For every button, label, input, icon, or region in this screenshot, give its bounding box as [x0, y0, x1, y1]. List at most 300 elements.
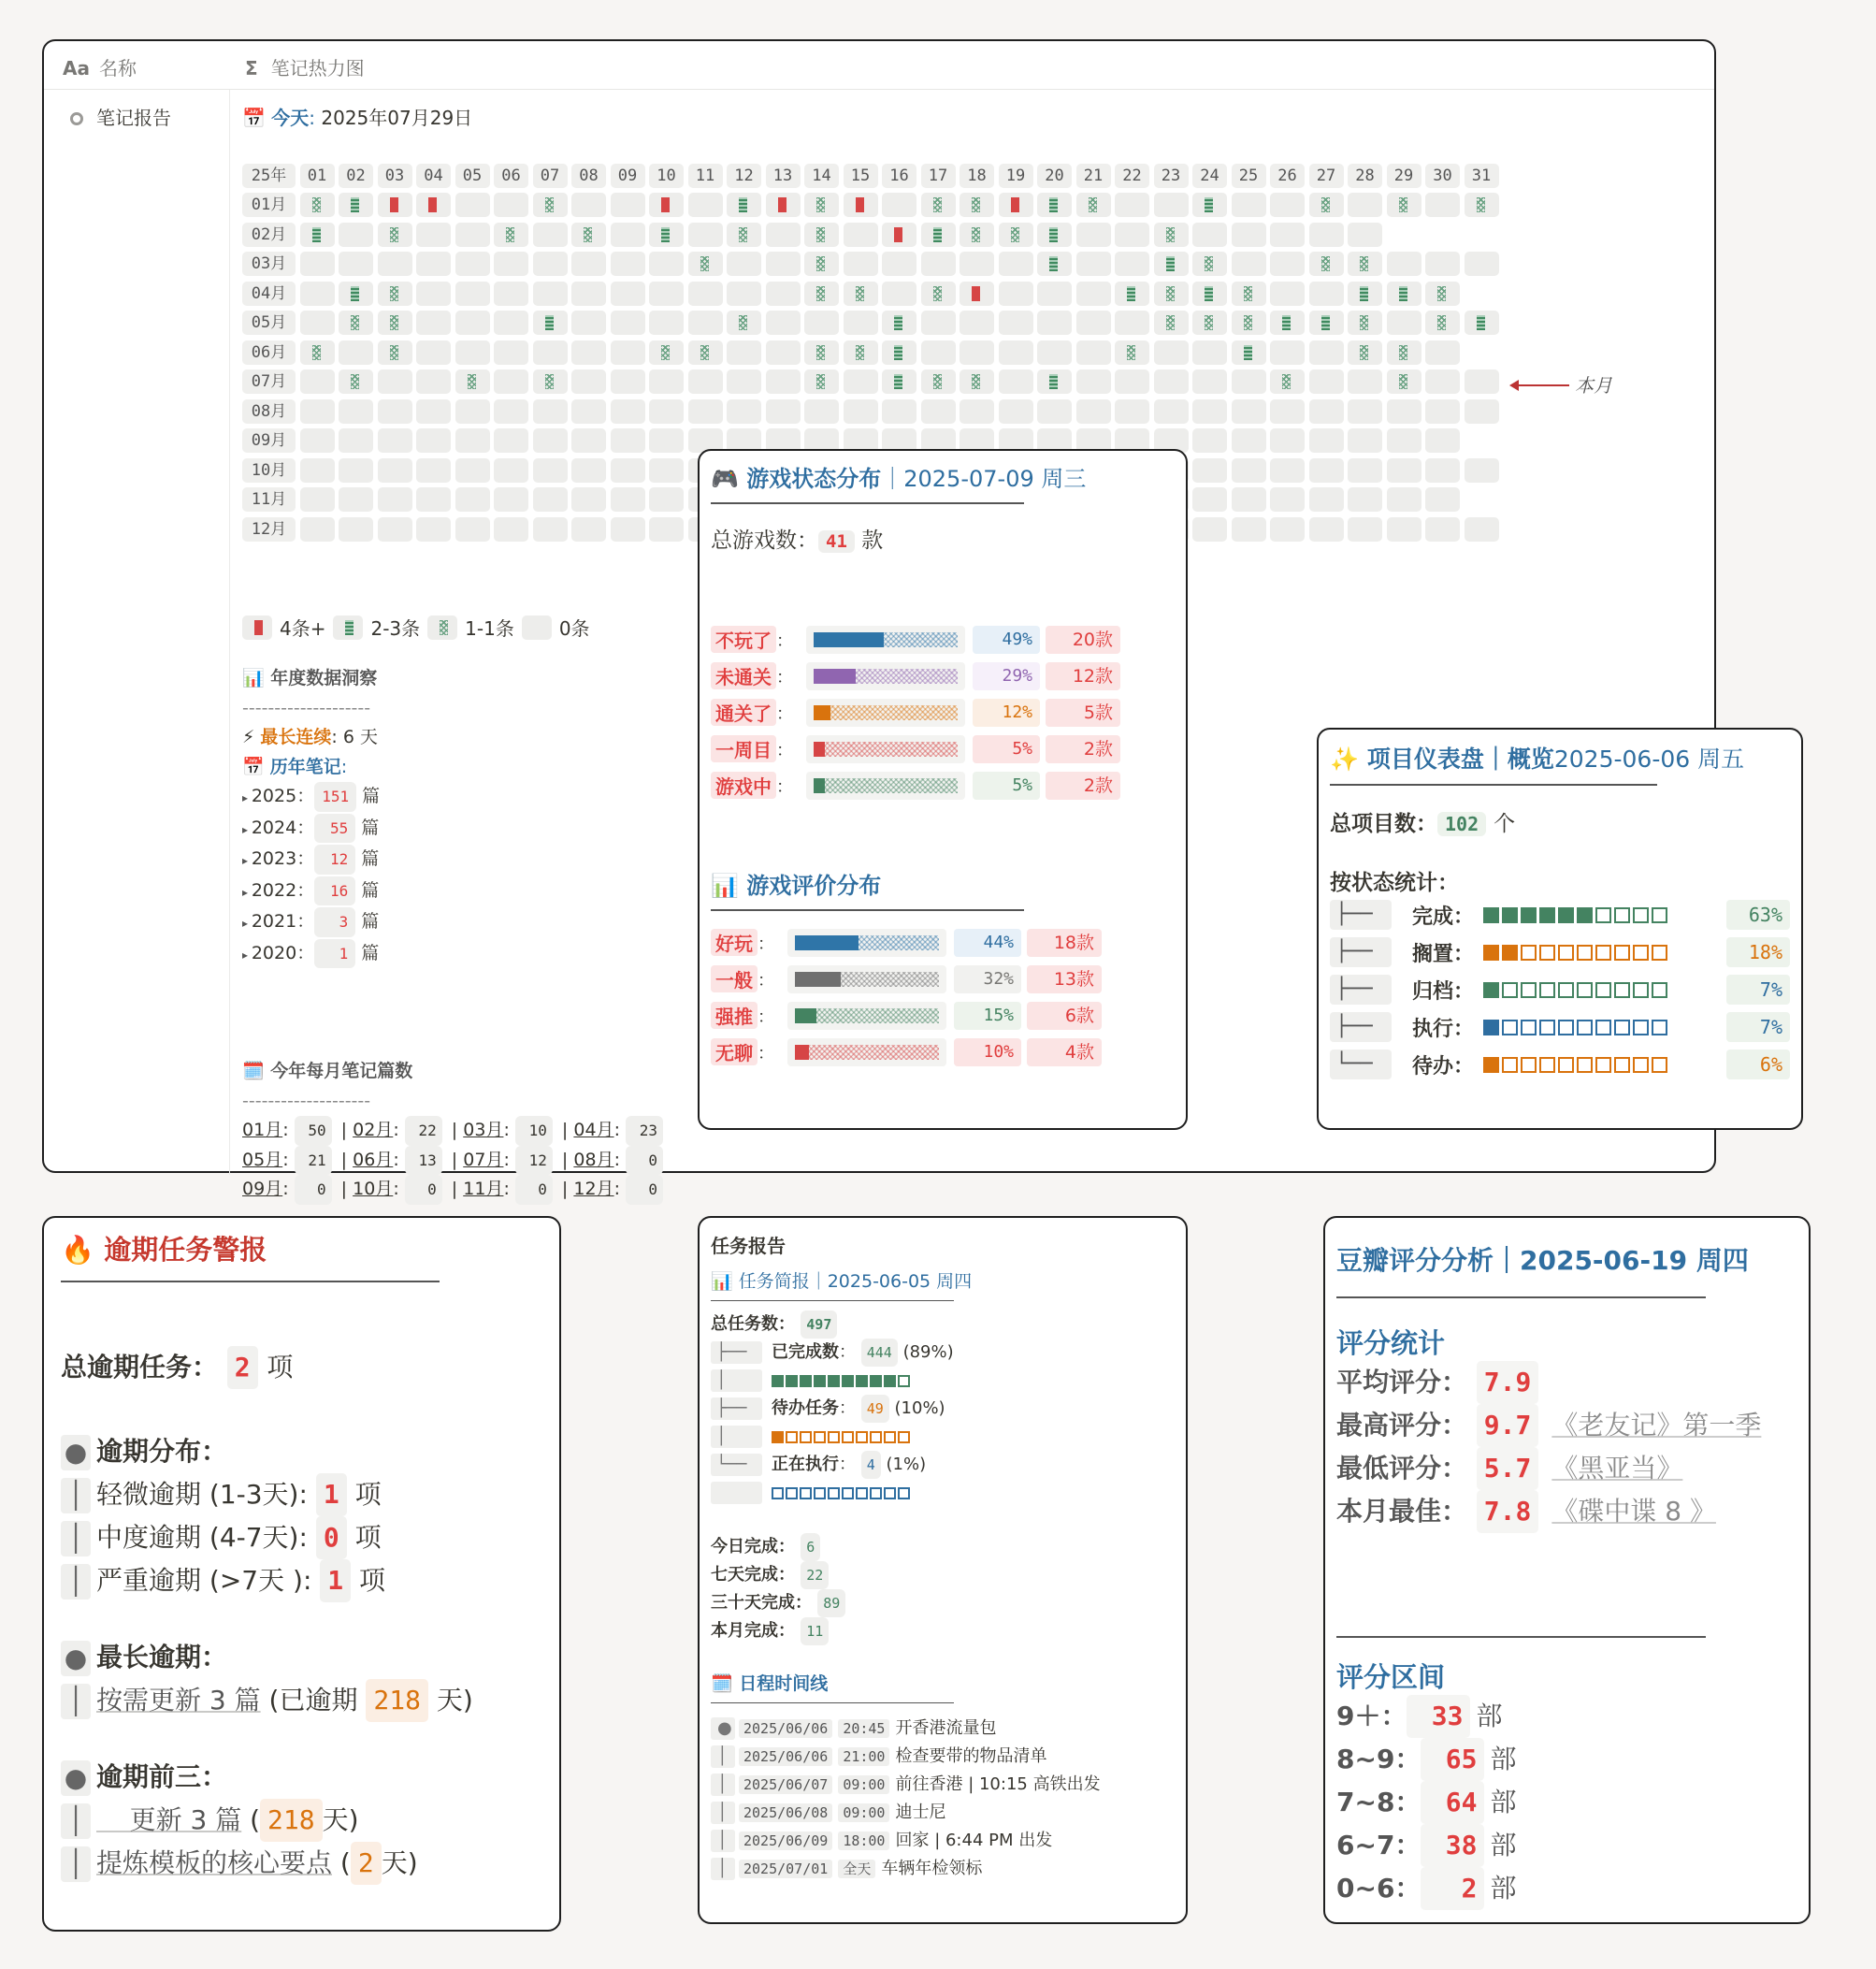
heatmap-cell[interactable] [378, 193, 412, 217]
heatmap-cell[interactable] [1076, 223, 1111, 247]
heatmap-cell[interactable] [649, 517, 684, 542]
heatmap-cell[interactable] [1270, 340, 1305, 365]
heatmap-cell[interactable] [494, 399, 528, 424]
heatmap-cell[interactable] [1192, 282, 1227, 306]
heatmap-cell[interactable] [339, 252, 373, 276]
heatmap-cell[interactable] [533, 282, 568, 306]
heatmap-cell[interactable] [1348, 458, 1382, 483]
heatmap-cell[interactable] [921, 311, 956, 335]
heatmap-cell[interactable] [378, 517, 412, 542]
heatmap-cell[interactable] [1425, 428, 1460, 453]
heatmap-cell[interactable] [1037, 223, 1072, 247]
heatmap-cell[interactable] [688, 369, 723, 394]
heatmap-cell[interactable] [804, 340, 839, 365]
month-link[interactable]: 01月 [242, 1120, 283, 1140]
heatmap-cell[interactable] [1115, 282, 1149, 306]
heatmap-cell[interactable] [766, 282, 801, 306]
heatmap-cell[interactable] [1425, 282, 1460, 306]
heatmap-cell[interactable] [611, 399, 645, 424]
heatmap-cell[interactable] [1232, 193, 1266, 217]
heatmap-cell[interactable] [1192, 311, 1227, 335]
heatmap-cell[interactable] [571, 282, 606, 306]
row-title[interactable] [70, 103, 171, 130]
heatmap-cell[interactable] [533, 311, 568, 335]
heatmap-cell[interactable] [921, 399, 956, 424]
heatmap-cell[interactable] [804, 311, 839, 335]
schedule-item[interactable] [711, 1799, 1175, 1827]
heatmap-cell[interactable] [378, 428, 412, 453]
heatmap-cell[interactable] [1154, 252, 1189, 276]
heatmap-cell[interactable] [1232, 282, 1266, 306]
heatmap-cell[interactable] [339, 487, 373, 512]
movie-link[interactable]: 《碟中谍 8 》 [1551, 1496, 1716, 1527]
heatmap-cell[interactable] [1192, 223, 1227, 247]
heatmap-cell[interactable] [804, 252, 839, 276]
heatmap-cell[interactable] [1192, 252, 1227, 276]
heatmap-cell[interactable] [649, 340, 684, 365]
heatmap-cell[interactable] [1309, 458, 1344, 483]
heatmap-cell[interactable] [1192, 517, 1227, 542]
heatmap-cell[interactable] [1076, 340, 1111, 365]
month-link[interactable]: 02月 [353, 1120, 394, 1140]
heatmap-cell[interactable] [882, 340, 916, 365]
heatmap-cell[interactable] [649, 487, 684, 512]
heatmap-cell[interactable] [999, 252, 1033, 276]
heatmap-cell[interactable] [766, 252, 801, 276]
heatmap-cell[interactable] [844, 340, 878, 365]
heatmap-cell[interactable] [1076, 252, 1111, 276]
heatmap-cell[interactable] [727, 252, 761, 276]
schedule-item[interactable] [711, 1827, 1175, 1855]
heatmap-cell[interactable] [688, 311, 723, 335]
heatmap-cell[interactable] [1037, 369, 1072, 394]
heatmap-cell[interactable] [1425, 252, 1460, 276]
name-column-header[interactable] [63, 53, 137, 80]
heatmap-cell[interactable] [1232, 223, 1266, 247]
heatmap-cell[interactable] [921, 193, 956, 217]
heatmap-cell[interactable] [1309, 193, 1344, 217]
heatmap-cell[interactable] [1192, 458, 1227, 483]
heatmap-cell[interactable] [1192, 369, 1227, 394]
heatmap-cell[interactable] [1270, 193, 1305, 217]
heatmap-cell[interactable] [494, 193, 528, 217]
heatmap-cell[interactable] [766, 340, 801, 365]
heatmap-cell[interactable] [1309, 399, 1344, 424]
heatmap-cell[interactable] [1425, 399, 1460, 424]
heatmap-cell[interactable] [300, 517, 335, 542]
heatmap-cell[interactable] [416, 517, 451, 542]
heatmap-cell[interactable] [1387, 399, 1421, 424]
heatmap-cell[interactable] [1387, 517, 1421, 542]
heatmap-cell[interactable] [1154, 340, 1189, 365]
heatmap-cell[interactable] [1348, 517, 1382, 542]
heatmap-cell[interactable] [611, 311, 645, 335]
heatmap-cell[interactable] [1232, 458, 1266, 483]
heatmap-cell[interactable] [339, 311, 373, 335]
heatmap-cell[interactable] [1309, 428, 1344, 453]
heatmap-cell[interactable] [649, 193, 684, 217]
heatmap-cell[interactable] [455, 458, 490, 483]
heatmap-cell[interactable] [1270, 458, 1305, 483]
heatmap-cell[interactable] [1270, 487, 1305, 512]
heatmap-cell[interactable] [416, 369, 451, 394]
heatmap-cell[interactable] [571, 458, 606, 483]
heatmap-cell[interactable] [882, 399, 916, 424]
heatmap-cell[interactable] [339, 399, 373, 424]
heatmap-cell[interactable] [1270, 311, 1305, 335]
heatmap-cell[interactable] [533, 428, 568, 453]
heatmap-cell[interactable] [844, 311, 878, 335]
heatmap-column-header[interactable] [245, 53, 365, 80]
heatmap-cell[interactable] [1115, 311, 1149, 335]
heatmap-cell[interactable] [1037, 193, 1072, 217]
heatmap-cell[interactable] [1115, 369, 1149, 394]
heatmap-cell[interactable] [494, 340, 528, 365]
heatmap-cell[interactable] [416, 311, 451, 335]
heatmap-cell[interactable] [533, 517, 568, 542]
heatmap-cell[interactable] [649, 252, 684, 276]
month-link[interactable]: 10月 [353, 1179, 394, 1199]
heatmap-cell[interactable] [1270, 282, 1305, 306]
heatmap-cell[interactable] [804, 282, 839, 306]
heatmap-cell[interactable] [960, 193, 994, 217]
heatmap-cell[interactable] [494, 223, 528, 247]
heatmap-cell[interactable] [1348, 311, 1382, 335]
heatmap-cell[interactable] [416, 487, 451, 512]
month-link[interactable]: 12月 [573, 1179, 614, 1199]
month-link[interactable]: 04月 [573, 1120, 614, 1140]
heatmap-cell[interactable] [1076, 282, 1111, 306]
heatmap-cell[interactable] [727, 193, 761, 217]
heatmap-cell[interactable] [300, 223, 335, 247]
task-link[interactable]: 更新 3 篇 [96, 1804, 242, 1835]
heatmap-cell[interactable] [1348, 369, 1382, 394]
heatmap-cell[interactable] [649, 428, 684, 453]
heatmap-cell[interactable] [416, 282, 451, 306]
heatmap-cell[interactable] [1192, 193, 1227, 217]
heatmap-cell[interactable] [533, 369, 568, 394]
heatmap-cell[interactable] [688, 282, 723, 306]
heatmap-cell[interactable] [1270, 252, 1305, 276]
heatmap-cell[interactable] [455, 517, 490, 542]
heatmap-cell[interactable] [1115, 252, 1149, 276]
heatmap-cell[interactable] [300, 340, 335, 365]
heatmap-cell[interactable] [766, 399, 801, 424]
heatmap-cell[interactable] [960, 340, 994, 365]
heatmap-cell[interactable] [611, 282, 645, 306]
month-link[interactable]: 11月 [463, 1179, 504, 1199]
heatmap-cell[interactable] [455, 428, 490, 453]
heatmap-cell[interactable] [649, 223, 684, 247]
month-link[interactable]: 08月 [573, 1149, 614, 1170]
heatmap-cell[interactable] [378, 311, 412, 335]
heatmap-cell[interactable] [1309, 311, 1344, 335]
heatmap-cell[interactable] [882, 282, 916, 306]
heatmap-cell[interactable] [1232, 517, 1266, 542]
heatmap-cell[interactable] [1076, 369, 1111, 394]
heatmap-cell[interactable] [533, 193, 568, 217]
heatmap-cell[interactable] [1192, 428, 1227, 453]
heatmap-cell[interactable] [339, 223, 373, 247]
heatmap-cell[interactable] [649, 399, 684, 424]
heatmap-cell[interactable] [1154, 193, 1189, 217]
heatmap-cell[interactable] [1037, 282, 1072, 306]
heatmap-cell[interactable] [688, 399, 723, 424]
heatmap-cell[interactable] [1309, 369, 1344, 394]
heatmap-cell[interactable] [1232, 311, 1266, 335]
heatmap-cell[interactable] [1425, 311, 1460, 335]
heatmap-cell[interactable] [378, 340, 412, 365]
heatmap-cell[interactable] [1465, 399, 1499, 424]
heatmap-cell[interactable] [1387, 252, 1421, 276]
heatmap-cell[interactable] [378, 369, 412, 394]
heatmap-cell[interactable] [339, 458, 373, 483]
heatmap-cell[interactable] [339, 193, 373, 217]
heatmap-cell[interactable] [960, 311, 994, 335]
heatmap-cell[interactable] [999, 193, 1033, 217]
heatmap-cell[interactable] [1037, 252, 1072, 276]
heatmap-cell[interactable] [1037, 399, 1072, 424]
schedule-item[interactable] [711, 1771, 1175, 1799]
heatmap-cell[interactable] [999, 311, 1033, 335]
heatmap-cell[interactable] [960, 223, 994, 247]
month-link[interactable]: 06月 [353, 1149, 394, 1170]
heatmap-cell[interactable] [727, 223, 761, 247]
heatmap-cell[interactable] [494, 311, 528, 335]
heatmap-cell[interactable] [339, 369, 373, 394]
heatmap-cell[interactable] [571, 340, 606, 365]
heatmap-cell[interactable] [571, 369, 606, 394]
heatmap-cell[interactable] [1037, 340, 1072, 365]
heatmap-cell[interactable] [1348, 399, 1382, 424]
heatmap-cell[interactable] [688, 340, 723, 365]
heatmap-cell[interactable] [494, 487, 528, 512]
heatmap-cell[interactable] [1232, 428, 1266, 453]
heatmap-cell[interactable] [1425, 487, 1460, 512]
heatmap-cell[interactable] [960, 252, 994, 276]
heatmap-cell[interactable] [416, 193, 451, 217]
heatmap-cell[interactable] [533, 458, 568, 483]
heatmap-cell[interactable] [1348, 252, 1382, 276]
heatmap-cell[interactable] [1465, 252, 1499, 276]
heatmap-cell[interactable] [533, 252, 568, 276]
heatmap-cell[interactable] [300, 193, 335, 217]
heatmap-cell[interactable] [804, 223, 839, 247]
heatmap-cell[interactable] [1309, 487, 1344, 512]
heatmap-cell[interactable] [999, 282, 1033, 306]
heatmap-cell[interactable] [571, 193, 606, 217]
heatmap-cell[interactable] [727, 282, 761, 306]
heatmap-cell[interactable] [1465, 193, 1499, 217]
month-link[interactable]: 09月 [242, 1179, 283, 1199]
heatmap-cell[interactable] [611, 223, 645, 247]
heatmap-cell[interactable] [533, 399, 568, 424]
heatmap-cell[interactable] [766, 223, 801, 247]
heatmap-cell[interactable] [1076, 311, 1111, 335]
heatmap-cell[interactable] [727, 340, 761, 365]
heatmap-cell[interactable] [999, 340, 1033, 365]
heatmap-cell[interactable] [1465, 369, 1499, 394]
heatmap-cell[interactable] [804, 369, 839, 394]
heatmap-cell[interactable] [1270, 223, 1305, 247]
heatmap-cell[interactable] [416, 399, 451, 424]
heatmap-cell[interactable] [455, 487, 490, 512]
heatmap-cell[interactable] [533, 340, 568, 365]
heatmap-cell[interactable] [455, 223, 490, 247]
heatmap-cell[interactable] [378, 223, 412, 247]
heatmap-cell[interactable] [1309, 517, 1344, 542]
heatmap-cell[interactable] [416, 252, 451, 276]
heatmap-cell[interactable] [455, 193, 490, 217]
heatmap-cell[interactable] [882, 311, 916, 335]
heatmap-cell[interactable] [455, 340, 490, 365]
heatmap-cell[interactable] [804, 193, 839, 217]
heatmap-cell[interactable] [960, 282, 994, 306]
heatmap-cell[interactable] [533, 487, 568, 512]
heatmap-cell[interactable] [1309, 223, 1344, 247]
heatmap-cell[interactable] [766, 369, 801, 394]
longest-task-link[interactable]: 按需更新 3 篇 [96, 1685, 261, 1716]
heatmap-cell[interactable] [455, 369, 490, 394]
schedule-item[interactable] [711, 1743, 1175, 1771]
heatmap-cell[interactable] [1387, 458, 1421, 483]
heatmap-cell[interactable] [1425, 458, 1460, 483]
heatmap-cell[interactable] [1387, 487, 1421, 512]
heatmap-cell[interactable] [882, 193, 916, 217]
heatmap-cell[interactable] [339, 282, 373, 306]
heatmap-cell[interactable] [882, 223, 916, 247]
heatmap-cell[interactable] [378, 458, 412, 483]
heatmap-cell[interactable] [611, 193, 645, 217]
heatmap-cell[interactable] [1425, 517, 1460, 542]
heatmap-cell[interactable] [300, 428, 335, 453]
heatmap-cell[interactable] [766, 311, 801, 335]
heatmap-cell[interactable] [494, 282, 528, 306]
heatmap-cell[interactable] [494, 428, 528, 453]
heatmap-cell[interactable] [611, 487, 645, 512]
heatmap-cell[interactable] [1387, 340, 1421, 365]
heatmap-cell[interactable] [844, 399, 878, 424]
heatmap-cell[interactable] [1232, 252, 1266, 276]
heatmap-cell[interactable] [1348, 487, 1382, 512]
heatmap-cell[interactable] [1192, 340, 1227, 365]
heatmap-cell[interactable] [1270, 369, 1305, 394]
heatmap-cell[interactable] [1232, 340, 1266, 365]
heatmap-cell[interactable] [1425, 369, 1460, 394]
heatmap-cell[interactable] [1076, 399, 1111, 424]
heatmap-cell[interactable] [1348, 223, 1382, 247]
heatmap-cell[interactable] [1232, 399, 1266, 424]
heatmap-cell[interactable] [727, 311, 761, 335]
heatmap-cell[interactable] [611, 428, 645, 453]
heatmap-cell[interactable] [1387, 428, 1421, 453]
heatmap-cell[interactable] [1115, 340, 1149, 365]
heatmap-cell[interactable] [1232, 369, 1266, 394]
schedule-item[interactable] [711, 1855, 1175, 1883]
heatmap-cell[interactable] [1309, 252, 1344, 276]
heatmap-cell[interactable] [921, 252, 956, 276]
heatmap-cell[interactable] [300, 252, 335, 276]
heatmap-cell[interactable] [378, 252, 412, 276]
heatmap-cell[interactable] [494, 369, 528, 394]
heatmap-cell[interactable] [921, 340, 956, 365]
heatmap-cell[interactable] [921, 223, 956, 247]
heatmap-cell[interactable] [416, 458, 451, 483]
movie-link[interactable]: 《黑亚当》 [1551, 1453, 1683, 1484]
heatmap-cell[interactable] [1270, 428, 1305, 453]
heatmap-cell[interactable] [300, 458, 335, 483]
heatmap-cell[interactable] [339, 517, 373, 542]
heatmap-cell[interactable] [455, 252, 490, 276]
heatmap-cell[interactable] [649, 282, 684, 306]
heatmap-cell[interactable] [571, 252, 606, 276]
heatmap-cell[interactable] [1154, 399, 1189, 424]
heatmap-cell[interactable] [1465, 458, 1499, 483]
heatmap-cell[interactable] [727, 399, 761, 424]
heatmap-cell[interactable] [921, 369, 956, 394]
heatmap-cell[interactable] [378, 399, 412, 424]
month-link[interactable]: 07月 [463, 1149, 504, 1170]
heatmap-cell[interactable] [339, 340, 373, 365]
heatmap-cell[interactable] [1387, 369, 1421, 394]
task-link[interactable]: 提炼模板的核心要点 [96, 1847, 333, 1878]
heatmap-cell[interactable] [1309, 340, 1344, 365]
heatmap-cell[interactable] [571, 223, 606, 247]
heatmap-cell[interactable] [766, 193, 801, 217]
heatmap-cell[interactable] [571, 517, 606, 542]
heatmap-cell[interactable] [1270, 399, 1305, 424]
heatmap-cell[interactable] [1154, 223, 1189, 247]
heatmap-cell[interactable] [416, 428, 451, 453]
heatmap-cell[interactable] [960, 399, 994, 424]
schedule-item[interactable] [711, 1715, 1175, 1743]
heatmap-cell[interactable] [611, 252, 645, 276]
heatmap-cell[interactable] [1425, 340, 1460, 365]
heatmap-cell[interactable] [571, 487, 606, 512]
heatmap-cell[interactable] [611, 458, 645, 483]
heatmap-cell[interactable] [960, 369, 994, 394]
heatmap-cell[interactable] [494, 517, 528, 542]
heatmap-cell[interactable] [844, 282, 878, 306]
heatmap-cell[interactable] [300, 369, 335, 394]
heatmap-cell[interactable] [688, 193, 723, 217]
heatmap-cell[interactable] [1348, 428, 1382, 453]
heatmap-cell[interactable] [378, 487, 412, 512]
heatmap-cell[interactable] [1387, 193, 1421, 217]
heatmap-cell[interactable] [455, 311, 490, 335]
heatmap-cell[interactable] [455, 282, 490, 306]
heatmap-cell[interactable] [882, 369, 916, 394]
heatmap-cell[interactable] [1232, 487, 1266, 512]
heatmap-cell[interactable] [844, 193, 878, 217]
heatmap-cell[interactable] [416, 223, 451, 247]
heatmap-cell[interactable] [1115, 193, 1149, 217]
heatmap-cell[interactable] [533, 223, 568, 247]
heatmap-cell[interactable] [844, 223, 878, 247]
heatmap-cell[interactable] [1348, 340, 1382, 365]
heatmap-cell[interactable] [1309, 282, 1344, 306]
heatmap-cell[interactable] [1154, 282, 1189, 306]
heatmap-cell[interactable] [1387, 311, 1421, 335]
month-link[interactable]: 05月 [242, 1149, 283, 1170]
heatmap-cell[interactable] [378, 282, 412, 306]
heatmap-cell[interactable] [300, 282, 335, 306]
heatmap-cell[interactable] [571, 428, 606, 453]
heatmap-cell[interactable] [999, 223, 1033, 247]
heatmap-cell[interactable] [1270, 517, 1305, 542]
heatmap-cell[interactable] [882, 252, 916, 276]
heatmap-cell[interactable] [300, 399, 335, 424]
